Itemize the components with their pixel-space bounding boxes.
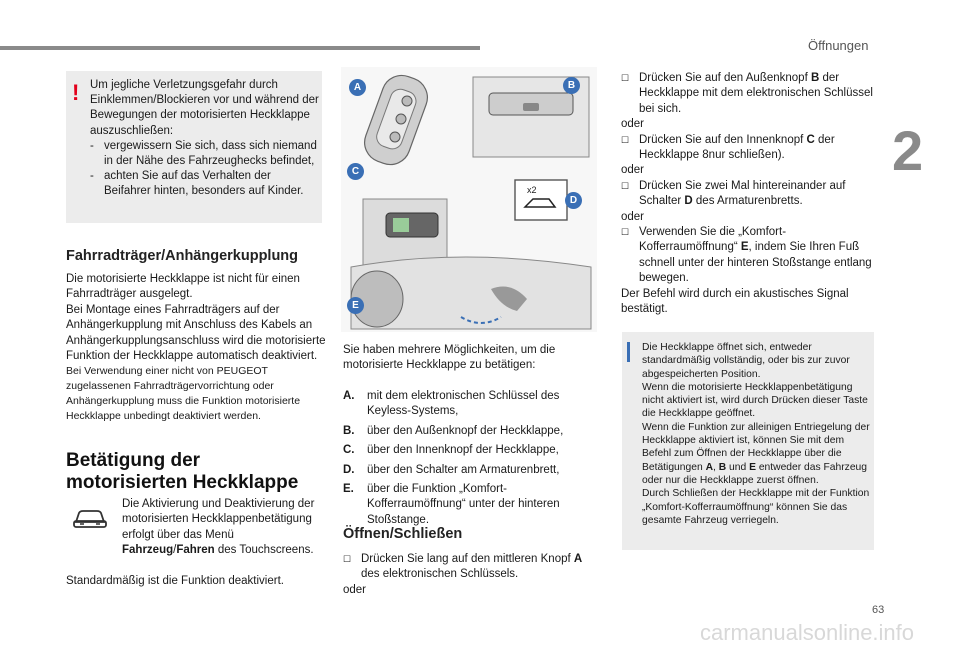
square-bullet-icon: ☐ xyxy=(621,134,630,145)
right-column xyxy=(621,71,881,318)
chapter-number: 2 xyxy=(892,119,924,182)
car-settings-icon xyxy=(70,504,110,532)
info-p3: Wenn die Funktion zur alleinigen Entriegelung der Heckklappe aktiviert ist, können Sie mit dem Befehl zum Öffnen der Heckklappe über die Betätigungen A, B und E entweder das Fahrzeug oder nur die Heckklappe zuerst öffnen. xyxy=(642,421,870,486)
label-b: B xyxy=(563,77,580,94)
bike-title: Fahrradträger/Anhängerkupplung xyxy=(66,248,299,264)
activation-p2: Standardmäßig ist die Funktion deaktiviert. xyxy=(66,575,284,587)
oder-text: oder xyxy=(343,583,367,596)
label-a: A xyxy=(349,79,366,96)
info-bar-icon xyxy=(627,342,633,362)
bike-p2: Bei Montage eines Fahrradträgers auf der Anhängerkupplung mit Anschluss des Kabels an Anhängerkupplungsanschluss wird die motorisierte Funktion der Heckklappe automatisch deaktiviert. xyxy=(66,303,326,363)
activation-title-line: motorisierten Heckklappe xyxy=(66,472,299,493)
menu-name: Fahren xyxy=(176,544,215,557)
info-p2: Wenn die motorisierte Heckklappenbetätigung nicht aktiviert ist, wird durch Drücken dieser Taste die Heckklappe geöffnet. xyxy=(642,381,868,420)
bike-p1: Die motorisierte Heckklappe ist nicht für einen Fahrradträger ausgelegt. xyxy=(66,273,300,301)
open-step: ☐ Drücken Sie zwei Mal hintereinander auf Schalter D des Armaturenbretts. xyxy=(621,179,881,210)
tailgate-illustration xyxy=(341,67,597,332)
square-bullet-icon: ☐ xyxy=(621,73,630,83)
section-title: Öffnungen xyxy=(808,38,869,53)
list-item: A. mit dem elektronischen Schlüssel des Keyless-Systems, xyxy=(343,390,560,418)
open-step: ☐ Drücken Sie auf den Innenknopf C der Heckklappe 8nur schließen). xyxy=(621,133,881,164)
square-bullet-icon: ☐ xyxy=(621,227,630,238)
activation-title xyxy=(66,450,336,494)
list-item: B. über den Außenknopf der Heckklappe, xyxy=(343,424,564,437)
bike-text xyxy=(66,272,328,424)
activation-title-line: Betätigung der xyxy=(66,450,201,471)
list-item: D. über den Schalter am Armaturenbrett, xyxy=(343,463,560,476)
warning-bullet: - achten Sie auf das Verhalten der Beifahrer hinten, besonders auf Kinder. xyxy=(90,169,320,199)
activation-p1: Die Aktivierung und Deaktivierung der motorisierten Heckklappenbetätigung erfolgt über das Menü Fahrzeug/Fahren des Touchscreens. xyxy=(122,498,315,557)
oder-text: oder xyxy=(621,164,645,177)
label-d: D xyxy=(565,192,582,209)
x2-label: x2 xyxy=(527,185,537,195)
oder-text: oder xyxy=(621,210,645,223)
square-bullet-icon: ☐ xyxy=(621,180,630,191)
warning-box xyxy=(66,71,322,223)
info-p1: Die Heckklappe öffnet sich, entweder standardmäßig vollständig, oder bis zur zuvor abgespeicherten Position. xyxy=(642,342,850,380)
square-bullet-icon: ☐ xyxy=(343,554,352,564)
open-step-1: ☐ Drücken Sie lang auf den mittleren Knopf A des elektronischen Schlüssels. oder xyxy=(343,552,603,598)
list-item: C. über den Innenknopf der Heckklappe, xyxy=(343,444,559,457)
page-number: 63 xyxy=(872,604,885,616)
open-close-title: Öffnen/Schließen xyxy=(343,526,463,542)
warning-bullet: - vergewissern Sie sich, dass sich niemand in der Nähe des Fahrzeughecks befindet, xyxy=(90,139,320,169)
bike-p3: Bei Verwendung einer nicht von PEUGEOT zugelassenen Fahrradträgervorrichtung oder Anhängerkupplung muss die Funktion motorisierte Heckklappe unbedingt deaktiviert werden. xyxy=(66,365,301,422)
info-p4: Durch Schließen der Heckklappe mit der Funktion „Komfort-Kofferraumöffnung“ können Sie das gesamte Fahrzeug verriegeln. xyxy=(642,488,870,526)
oder-text: oder xyxy=(621,118,645,131)
warning-intro: Um jegliche Verletzungsgefahr durch Einklemmen/Blockieren vor und während der Bewegungen der motorisierten Heckklappe auszuschließen: xyxy=(90,79,319,137)
warning-bullet-text: vergewissern Sie sich, dass sich niemand in der Nähe des Fahrzeughecks befindet, xyxy=(104,139,317,168)
header-bar xyxy=(0,46,480,50)
menu-name: Fahrzeug xyxy=(122,544,174,557)
open-step: ☐ Verwenden Sie die „Komfort-Kofferraumöffnung“ E, indem Sie Ihren Fuß schnell unter der hinteren Stoßstange entlang bewegen. xyxy=(621,225,881,287)
watermark: carmanualsonline.info xyxy=(700,620,915,645)
options-intro: Sie haben mehrere Möglichkeiten, um die motorisierte Heckklappe zu betätigen: xyxy=(343,344,556,372)
warning-exclamation-icon: ! xyxy=(72,80,80,105)
label-c: C xyxy=(347,163,364,180)
options-list xyxy=(343,389,603,528)
signal-text: Der Befehl wird durch ein akustisches Signal bestätigt. xyxy=(621,287,849,316)
open-step: ☐ Drücken Sie auf den Außenknopf B der Heckklappe mit dem elektronischen Schlüssel bei sich. xyxy=(621,71,881,117)
list-item: E. über die Funktion „Komfort-Kofferraumöffnung“ unter der hinteren Stoßstange. xyxy=(343,483,560,526)
warning-bullet-text: achten Sie auf das Verhalten der Beifahrer hinten, besonders auf Kinder. xyxy=(104,170,304,198)
info-box xyxy=(622,332,874,550)
label-e: E xyxy=(347,297,364,314)
